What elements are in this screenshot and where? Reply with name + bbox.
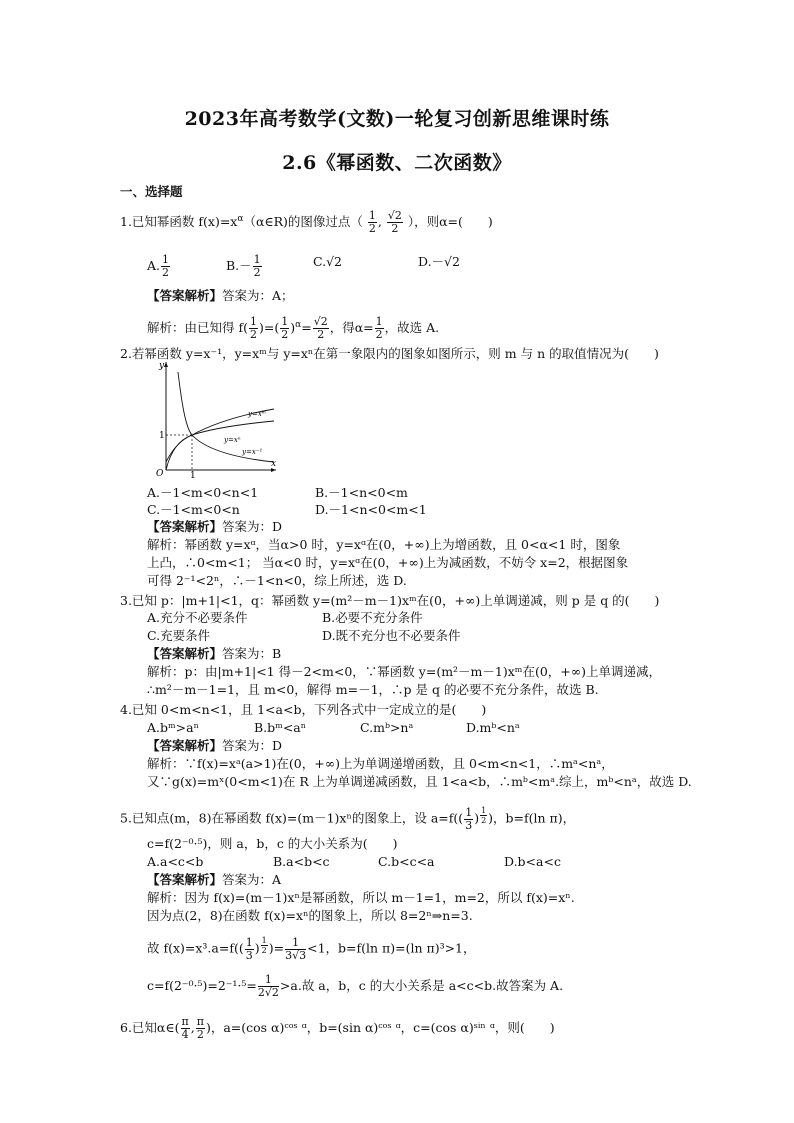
power-function-graph (150, 358, 280, 478)
y-axis-label: y (159, 361, 165, 371)
tick-y-1: 1 (159, 431, 165, 441)
q4-option-b: B.bᵐ<aⁿ (254, 720, 307, 735)
q5-stem-2: c=f(2⁻⁰·⁵)，则 a，b，c 的大小关系为( ) (147, 836, 398, 851)
origin-label: O (156, 469, 164, 478)
document-subtitle: 2.6《幂函数、二次函数》 (282, 152, 512, 174)
q5-stem: 5.已知点(m，8)在幂函数 f(x)=(m－1)xⁿ的图象上，设 a=f(( $\frac{1}{3}$ ) $^{\frac{1}{2}}$ )，b=f(ln π)， (120, 805, 576, 832)
q3-stem: 3.已知 p：|m+1|<1，q：幂函数 y=(m²－m－1)xᵐ在(0，+∞)上单调递减，则 p 是 q 的( ) (120, 593, 660, 608)
q3-option-c: C.充要条件 (147, 628, 211, 643)
q1-option-c: C.√2 (313, 254, 343, 269)
q1-option-b: B.－ $\frac{1}{2}$ (226, 253, 261, 279)
q5-answer: 【答案解析】答案为：A (147, 872, 282, 887)
q3-answer: 【答案解析】答案为：B (147, 646, 282, 661)
q2-stem: 2.若幂函数 y=x⁻¹，y=xᵐ与 y=xⁿ在第一象限内的图象如图所示，则 m 与 n 的取值情况为( ) (120, 346, 659, 361)
q3-solution-1: 解析：p：由|m+1|<1 得－2<m<0，∵幂函数 y=(m²－m－1)xᵐ在(0，+∞)上单调递减， (147, 664, 662, 679)
label-curve-inverse: y=x⁻¹ (242, 448, 263, 456)
x-axis-label: x (271, 459, 277, 469)
q5-option-b: B.a<b<c (273, 854, 330, 869)
q3-solution-2: ∴m²－m－1=1，且 m<0，解得 m=－1，∴p 是 q 的必要不充分条件，故选 B. (147, 682, 599, 697)
q4-option-d: D.mᵇ<nᵃ (466, 720, 520, 735)
q6-stem: 6.已知α∈( $\frac{\pi}{4}$ , $\frac{\pi}{2}$ )，a=(cos α)ᶜᵒˢ ᵅ，b=(sin α)ᶜᵒˢ ᵅ，c=(cos α)ˢⁱⁿ ᵅ，则( ) (120, 1015, 555, 1041)
label-curve-m: y=xᵐ (248, 410, 267, 418)
tick-x-1: 1 (190, 471, 196, 478)
q4-option-a: A.bᵐ>aⁿ (147, 720, 200, 735)
q2-solution-2: 上凸，∴0<m<1； 当α<0 时，y=xᵅ在(0，+∞)上为减函数，不妨令 x=2，根据图象 (147, 555, 629, 570)
q4-option-c: C.mᵇ>nᵃ (360, 720, 414, 735)
q1-option-d: D.－√2 (418, 254, 460, 269)
document-title: 2023年高考数学(文数)一轮复习创新思维课时练 (184, 108, 610, 130)
q2-answer: 【答案解析】答案为：D (147, 519, 283, 534)
q4-stem: 4.已知 0<m<n<1，且 1<a<b，下列各式中一定成立的是( ) (120, 702, 487, 717)
q5-option-c: C.b<c<a (378, 854, 435, 869)
section-heading: 一、选择题 (120, 184, 183, 199)
q4-solution-1: 解析：∵f(x)=xᵃ(a>1)在(0，+∞)上为单调递增函数，且 0<m<n<1，∴mᵃ<nᵃ， (147, 756, 614, 771)
q5-solution-4: c=f(2⁻⁰·⁵)=2⁻¹·⁵= $\frac{1}{2√2}$ >a.故 a，b，c 的大小关系是 a<c<b.故答案为 A. (147, 973, 564, 999)
q2-option-d: D.－1<n<0<m<1 (315, 502, 427, 517)
q5-solution-2: 因为点(2，8)在函数 f(x)=xⁿ的图象上，所以 8=2ⁿ⇒n=3. (147, 908, 473, 923)
q5-option-a: A.a<c<b (147, 854, 204, 869)
q5-solution-1: 解析：因为 f(x)=(m－1)xⁿ是幂函数，所以 m－1=1，m=2，所以 f(x)=xⁿ. (147, 890, 575, 905)
q3-option-b: B.必要不充分条件 (322, 610, 423, 625)
q1-answer: 【答案解析】答案为：A； (147, 288, 294, 303)
q2-option-a: A.－1<m<0<n<1 (147, 485, 259, 500)
curve-x-m (166, 409, 277, 470)
q2-option-c: C.－1<m<0<n (147, 502, 240, 517)
q2-solution-1: 解析：幂函数 y=xᵅ，当α>0 时，y=xᵅ在(0，+∞)上为增函数，且 0<α<1 时，图象 (147, 537, 621, 552)
q5-option-d: D.b<a<c (504, 854, 561, 869)
q3-option-d: D.既不充分也不必要条件 (322, 628, 461, 643)
q1-stem: 1.已知幂函数 $f(x)=x^\alpha(\alpha\in R)$的图像过点（ $\frac{1}{2}$ , $\frac{√2}{2}$ ），则α=( ) (120, 209, 493, 235)
q2-solution-3: 可得 2⁻¹<2ⁿ，∴－1<n<0，综上所述，选 D. (147, 573, 407, 588)
q5-solution-3: 故 f(x)=x³.a=f(( $\frac{1}{3}$ ) $^{\frac{1}{2}}$ )= $\frac{1}{3√3}$ <1，b=f(ln π)=(ln π)³>1， (147, 935, 476, 962)
q3-option-a: A.充分不必要条件 (147, 610, 248, 625)
q4-solution-2: 又∵g(x)=mˣ(0<m<1)在 R 上为单调递减函数，且 1<a<b，∴mᵇ<mᵃ.综上，mᵇ<nᵃ，故选 D. (147, 774, 692, 789)
q4-answer: 【答案解析】答案为：D (147, 738, 283, 753)
q2-option-b: B.－1<n<0<m (315, 485, 408, 500)
q1-solution: 解析：由已知得 f( $\frac{1}{2}$ )=( $\frac{1}{2}$ )$^\alpha$= $\frac{√2}{2}$ ，得α= $\frac{1}{2}$ ，故选 A. (147, 315, 440, 341)
q1-option-a: A. $\frac{1}{2}$ (147, 253, 170, 279)
y-axis-arrow (164, 362, 168, 367)
label-curve-n: y=xⁿ (224, 436, 241, 444)
